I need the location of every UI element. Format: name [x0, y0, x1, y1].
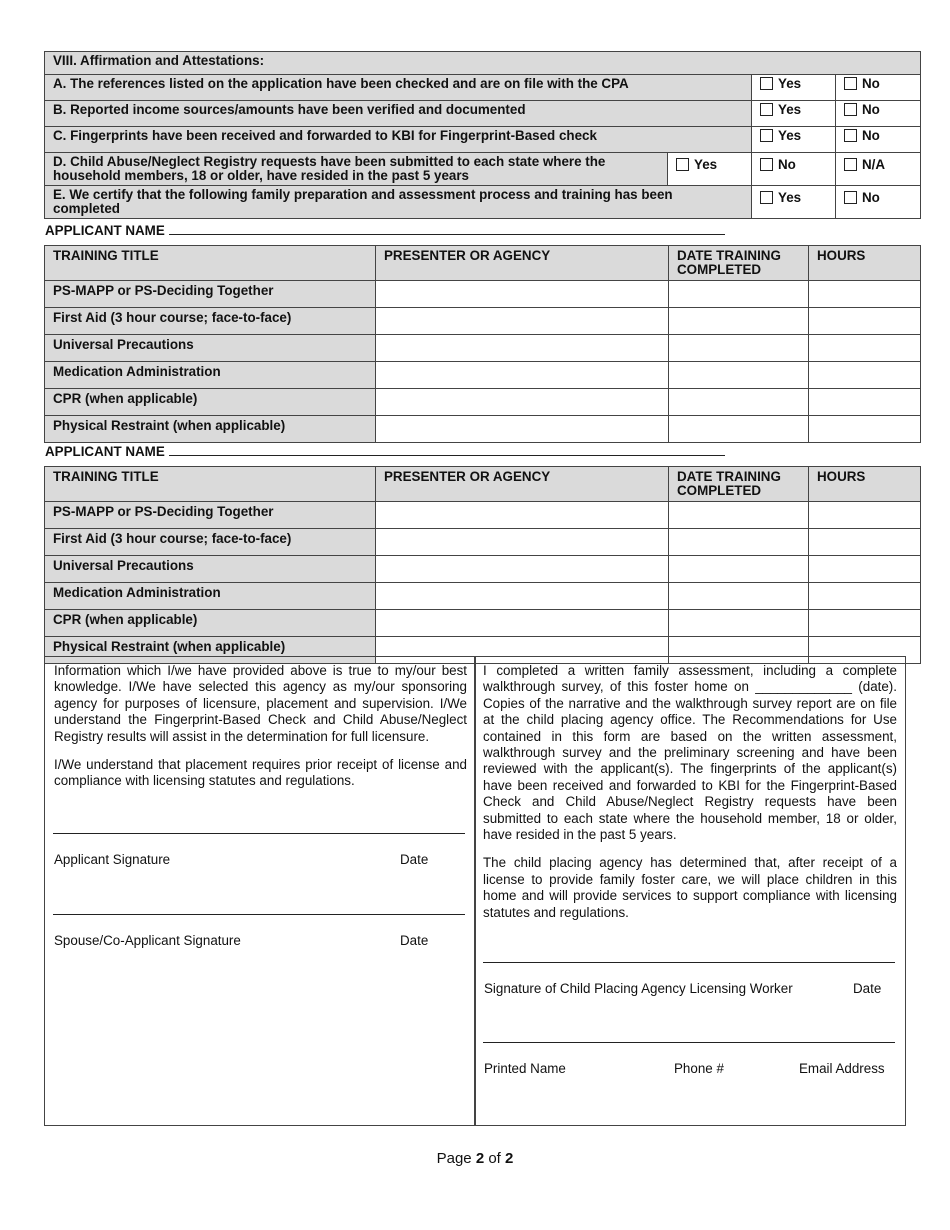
checkbox-icon[interactable]: [676, 158, 689, 171]
of-word: of: [488, 1150, 501, 1167]
training-table-1: [44, 245, 921, 443]
hours-cell[interactable]: [809, 502, 921, 529]
checkbox-yes-d[interactable]: [668, 153, 752, 186]
presenter-cell[interactable]: [376, 362, 669, 389]
training-title: Medication Administration: [45, 362, 376, 389]
table-row: [45, 281, 921, 308]
checkbox-yes-a[interactable]: [752, 75, 836, 101]
training-title: Universal Precautions: [45, 335, 376, 362]
training-title: Physical Restraint (when applicable): [45, 637, 376, 664]
header-training-title: TRAINING TITLE: [45, 467, 376, 502]
training-title: CPR (when applicable): [45, 610, 376, 637]
affirmation-row-a: A. The references listed on the application have been checked and are on file with the CPA: [45, 75, 752, 101]
checkbox-yes-b[interactable]: [752, 101, 836, 127]
agency-attestation-panel: [474, 656, 906, 1126]
yes-label: Yes: [778, 128, 802, 143]
yes-label: Yes: [778, 190, 802, 205]
hours-cell[interactable]: [809, 281, 921, 308]
applicant-name-label: APPLICANT NAME: [45, 223, 165, 238]
no-label: No: [862, 190, 880, 205]
date-cell[interactable]: [669, 389, 809, 416]
affirmation-table: [44, 51, 921, 219]
date-cell[interactable]: [669, 583, 809, 610]
page-number: [0, 1150, 950, 1167]
table-row: [45, 335, 921, 362]
checkbox-icon[interactable]: [844, 158, 857, 171]
table-row: [45, 583, 921, 610]
table-row: [45, 416, 921, 443]
checkbox-icon[interactable]: [844, 103, 857, 116]
checkbox-yes-c[interactable]: [752, 127, 836, 153]
table-row: [45, 502, 921, 529]
yes-label: Yes: [778, 76, 802, 91]
applicant-name-2: [45, 444, 725, 459]
no-label: No: [778, 157, 796, 172]
worker-signature-line[interactable]: [483, 962, 895, 963]
checkbox-yes-e[interactable]: [752, 186, 836, 219]
presenter-cell[interactable]: [376, 281, 669, 308]
table-row: [45, 556, 921, 583]
date-cell[interactable]: [669, 281, 809, 308]
hours-cell[interactable]: [809, 610, 921, 637]
checkbox-icon[interactable]: [760, 103, 773, 116]
presenter-cell[interactable]: [376, 389, 669, 416]
placement-requirement-text: I/We understand that placement requires prior receipt of license and compliance with licensing statutes and regulations.: [54, 757, 467, 789]
applicant-attestation-text: Information which I/we have provided above is true to my/our best knowledge. I/We have selected this agency as my/our sponsoring agency for purposes of licensure, placement and supervision. I/We understand the Fingerprint-Based Check and Child Abuse/Neglect Registry results will assist in the determination for full licensure.: [54, 663, 467, 744]
presenter-cell[interactable]: [376, 308, 669, 335]
no-label: No: [862, 76, 880, 91]
checkbox-icon[interactable]: [760, 191, 773, 204]
checkbox-icon[interactable]: [844, 191, 857, 204]
applicant-date-label: Date: [400, 852, 429, 867]
phone-label: Phone #: [674, 1061, 724, 1076]
applicant-name-line[interactable]: [169, 444, 725, 456]
affirmation-row-d: D. Child Abuse/Neglect Registry requests have been submitted to each state where the household members, 18 or older, have resided in the past 5 years: [45, 153, 668, 186]
table-row: [45, 308, 921, 335]
assessment-text: I completed a written family assessment, including a complete walkthrough survey, of this foster home on _____________ (date). Copies of the narrative and the walkthrough survey report are on file at the child placing agency office. The Recommendations for Use contained in this form are based on the written assessment, walkthrough survey and the preliminary screening and have been reviewed with the applicant(s). The fingerprints of the applicant(s) have been received and forwarded to KBI for the Fingerprint-Based Check and Child Abuse/Neglect Registry requests have been submitted to each state where the household member, 18 or older, have resided in the past 5 years.: [483, 663, 897, 843]
spouse-signature-label: Spouse/Co-Applicant Signature: [54, 933, 241, 948]
checkbox-no-e[interactable]: [836, 186, 921, 219]
table-row: [45, 362, 921, 389]
presenter-cell[interactable]: [376, 610, 669, 637]
date-cell[interactable]: [669, 308, 809, 335]
date-cell[interactable]: [669, 502, 809, 529]
hours-cell[interactable]: [809, 416, 921, 443]
header-training-title: TRAINING TITLE: [45, 246, 376, 281]
applicant-name-label: APPLICANT NAME: [45, 444, 165, 459]
yes-label: Yes: [778, 102, 802, 117]
presenter-cell[interactable]: [376, 502, 669, 529]
checkbox-icon[interactable]: [844, 77, 857, 90]
training-title: First Aid (3 hour course; face-to-face): [45, 308, 376, 335]
current-page: 2: [475, 1150, 485, 1167]
presenter-cell[interactable]: [376, 583, 669, 610]
header-date-completed: DATE TRAINING COMPLETED: [669, 467, 809, 502]
email-label: Email Address: [799, 1061, 885, 1076]
hours-cell[interactable]: [809, 308, 921, 335]
affirmation-header: VIII. Affirmation and Attestations:: [45, 52, 921, 75]
checkbox-icon[interactable]: [760, 77, 773, 90]
training-title: Universal Precautions: [45, 556, 376, 583]
date-cell[interactable]: [669, 416, 809, 443]
printed-name-line[interactable]: [483, 1042, 895, 1043]
training-title: Medication Administration: [45, 583, 376, 610]
na-label: N/A: [862, 157, 886, 172]
header-hours: HOURS: [809, 246, 921, 281]
hours-cell[interactable]: [809, 335, 921, 362]
header-presenter: PRESENTER OR AGENCY: [376, 467, 669, 502]
hours-cell[interactable]: [809, 529, 921, 556]
checkbox-icon[interactable]: [760, 129, 773, 142]
spouse-signature-line[interactable]: [53, 914, 465, 915]
training-title: PS-MAPP or PS-Deciding Together: [45, 281, 376, 308]
presenter-cell[interactable]: [376, 416, 669, 443]
checkbox-na-d[interactable]: [836, 153, 921, 186]
spouse-date-label: Date: [400, 933, 429, 948]
table-row: [45, 389, 921, 416]
affirmation-row-b: B. Reported income sources/amounts have been verified and documented: [45, 101, 752, 127]
applicant-attestation-panel: [44, 656, 476, 1126]
printed-name-label: Printed Name: [484, 1061, 566, 1076]
date-cell[interactable]: [669, 529, 809, 556]
yes-label: Yes: [694, 157, 718, 172]
table-row: [45, 610, 921, 637]
worker-date-label: Date: [853, 981, 882, 996]
applicant-name-1: [45, 223, 725, 238]
applicant-name-line[interactable]: [169, 223, 725, 235]
page-word: Page: [436, 1150, 472, 1167]
checkbox-no-b[interactable]: [836, 101, 921, 127]
affirmation-row-e: E. We certify that the following family preparation and assessment process and training has been completed: [45, 186, 752, 219]
training-title: PS-MAPP or PS-Deciding Together: [45, 502, 376, 529]
hours-cell[interactable]: [809, 362, 921, 389]
no-label: No: [862, 128, 880, 143]
total-pages: 2: [505, 1150, 514, 1167]
hours-cell[interactable]: [809, 583, 921, 610]
presenter-cell[interactable]: [376, 556, 669, 583]
date-cell[interactable]: [669, 335, 809, 362]
checkbox-icon[interactable]: [760, 158, 773, 171]
hours-cell[interactable]: [809, 556, 921, 583]
date-cell[interactable]: [669, 556, 809, 583]
no-label: No: [862, 102, 880, 117]
agency-determination-text: The child placing agency has determined that, after receipt of a license to provide family foster care, we will place children in this home and will provide services to support compliance with licensing statutes and regulations.: [483, 855, 897, 920]
table-row: [45, 529, 921, 556]
header-date-completed: DATE TRAINING COMPLETED: [669, 246, 809, 281]
presenter-cell[interactable]: [376, 529, 669, 556]
training-title: CPR (when applicable): [45, 389, 376, 416]
applicant-signature-line[interactable]: [53, 833, 465, 834]
checkbox-no-a[interactable]: [836, 75, 921, 101]
date-cell[interactable]: [669, 610, 809, 637]
checkbox-no-d[interactable]: [752, 153, 836, 186]
date-cell[interactable]: [669, 362, 809, 389]
training-title: First Aid (3 hour course; face-to-face): [45, 529, 376, 556]
affirmation-row-c: C. Fingerprints have been received and forwarded to KBI for Fingerprint-Based check: [45, 127, 752, 153]
checkbox-no-c[interactable]: [836, 127, 921, 153]
header-hours: HOURS: [809, 467, 921, 502]
training-title: Physical Restraint (when applicable): [45, 416, 376, 443]
worker-signature-label: Signature of Child Placing Agency Licensing Worker: [484, 981, 793, 996]
checkbox-icon[interactable]: [844, 129, 857, 142]
header-presenter: PRESENTER OR AGENCY: [376, 246, 669, 281]
applicant-signature-label: Applicant Signature: [54, 852, 171, 867]
training-table-2: [44, 466, 921, 664]
hours-cell[interactable]: [809, 389, 921, 416]
presenter-cell[interactable]: [376, 335, 669, 362]
